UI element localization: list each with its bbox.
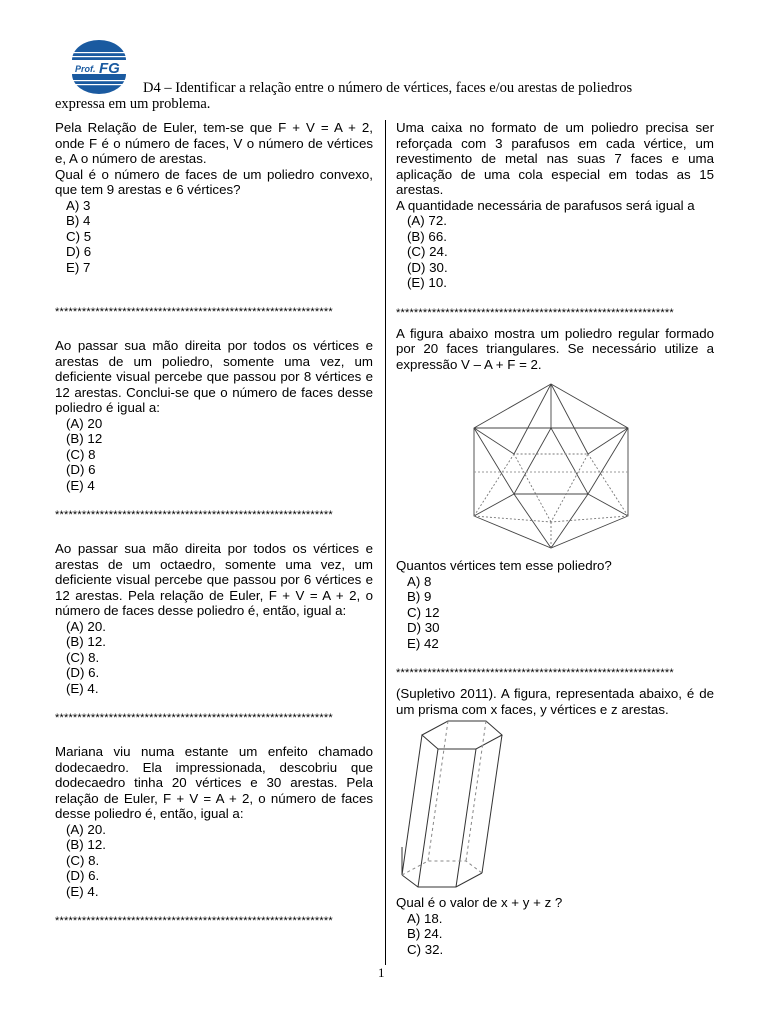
option: (E) 4. — [66, 680, 99, 696]
question-6-text: A figura abaixo mostra um poliedro regular formado por 20 faces triangulares. Se necessário utilize a expressão V – A + F = 2. — [396, 325, 714, 372]
question-6-prompt: Quantos vértices tem esse poliedro? — [396, 558, 612, 573]
page-header — [55, 80, 715, 112]
option: B) 24. — [407, 926, 443, 941]
icosahedron-figure — [396, 372, 714, 558]
option: A) 18. — [407, 910, 443, 926]
option: (C) 8 — [66, 446, 96, 462]
page-number: 1 — [378, 965, 385, 980]
option: (C) 8. — [66, 649, 100, 665]
question-7 — [396, 686, 714, 957]
question-2-text: Ao passar sua mão direita por todos os vértices e arestas de um poliedro, somente uma vez, um deficiente visual percebe que passou por 8 vértices e 12 arestas. Conclui-se que o número de faces desse poliedro é igual a: — [55, 338, 373, 415]
option: C) 32. — [407, 941, 444, 957]
question-6 — [396, 326, 714, 652]
option: (D) 6 — [66, 462, 96, 477]
question-2 — [55, 338, 373, 493]
question-6-options — [396, 574, 714, 652]
question-2-options — [55, 416, 373, 494]
option: (D) 6. — [66, 665, 100, 680]
column-divider — [385, 120, 386, 965]
separator: ************************************************************** — [396, 667, 674, 679]
question-3-options — [55, 619, 373, 697]
option: (E) 4 — [66, 477, 95, 493]
option: (D) 30. — [407, 259, 448, 275]
option: (A) 20. — [66, 821, 106, 837]
option: B) 9 — [407, 589, 432, 604]
left-column — [55, 120, 373, 928]
option: (C) 8. — [66, 852, 100, 868]
option: (B) 12 — [66, 431, 103, 446]
option: A) 8 — [407, 573, 432, 589]
question-7-options — [396, 911, 714, 958]
separator: ************************************************************** — [55, 509, 333, 521]
separator: ************************************************************** — [55, 712, 333, 724]
question-5 — [396, 120, 714, 291]
option: C) 5 — [66, 228, 92, 244]
option: (A) 72. — [407, 213, 447, 228]
option: D) 6 — [66, 244, 92, 259]
question-7-text: (Supletivo 2011). A figura, representada abaixo, é de um prisma com x faces, y vértices e z arestas. — [396, 686, 714, 717]
header-line-2: expressa em um problema. — [55, 96, 211, 112]
option: (B) 12. — [66, 634, 106, 649]
option: (D) 6. — [66, 868, 100, 883]
option: (C) 24. — [407, 244, 448, 259]
separator: ************************************************************** — [55, 306, 333, 318]
right-column — [396, 120, 714, 957]
option: (A) 20. — [66, 618, 106, 634]
question-3 — [55, 541, 373, 696]
question-4-text: Mariana viu numa estante um enfeito chamado dodecaedro. Ela impressionada, descobriu que dodecaedro tinha 20 vértices e 30 arestas. Pela relação de Euler, F + V = A + 2, o número de faces desse poliedro é, então, igual a: — [55, 744, 373, 821]
option: (B) 66. — [407, 228, 447, 244]
option: E) 7 — [66, 259, 91, 275]
option: B) 4 — [66, 213, 91, 228]
question-1-prompt: Qual é o número de faces de um poliedro convexo, que tem 9 arestas e 6 vértices? — [55, 166, 373, 197]
question-1-text: Pela Relação de Euler, tem-se que F + V = A + 2, onde F é o número de faces, V o número de vértices e, A o número de arestas. — [55, 120, 373, 166]
question-1-options — [55, 198, 373, 276]
question-3-text: Ao passar sua mão direita por todos os vértices e arestas de um octaedro, somente uma vez, um deficiente visual percebe que passou por 6 vértices e 12 arestas. Pela relação de Euler, F + V = A + 2, o número de faces desse poliedro é, então, igual a: — [55, 541, 373, 618]
separator: ************************************************************** — [396, 306, 674, 319]
logo-prefix: Prof. — [75, 64, 96, 74]
hexagonal-prism-figure — [396, 717, 714, 895]
option: (A) 20 — [66, 415, 103, 431]
option: D) 30 — [407, 620, 440, 635]
logo-initials: FG — [99, 60, 120, 77]
option: E) 42 — [407, 635, 439, 651]
question-4-options — [55, 822, 373, 900]
option: (B) 12. — [66, 837, 106, 852]
question-7-prompt: Qual é o valor de x + y + z ? — [396, 895, 563, 910]
option: A) 3 — [66, 197, 91, 213]
option: (E) 4. — [66, 883, 99, 899]
header-line-1: D4 – Identificar a relação entre o número de vértices, faces e/ou arestas de poliedros — [143, 80, 633, 96]
option: C) 12 — [407, 604, 440, 620]
question-5-options — [396, 213, 714, 291]
question-1 — [55, 120, 373, 275]
separator: ************************************************************** — [55, 915, 333, 927]
question-4 — [55, 744, 373, 899]
question-5-prompt: A quantidade necessária de parafusos será igual a — [396, 197, 695, 213]
option: (E) 10. — [407, 275, 447, 290]
question-5-text: Uma caixa no formato de um poliedro precisa ser reforçada com 3 parafusos em cada vértice, um revestimento de metal nas suas 7 faces e uma aplicação de uma cola especial em todas as 15 arestas. — [396, 120, 714, 197]
